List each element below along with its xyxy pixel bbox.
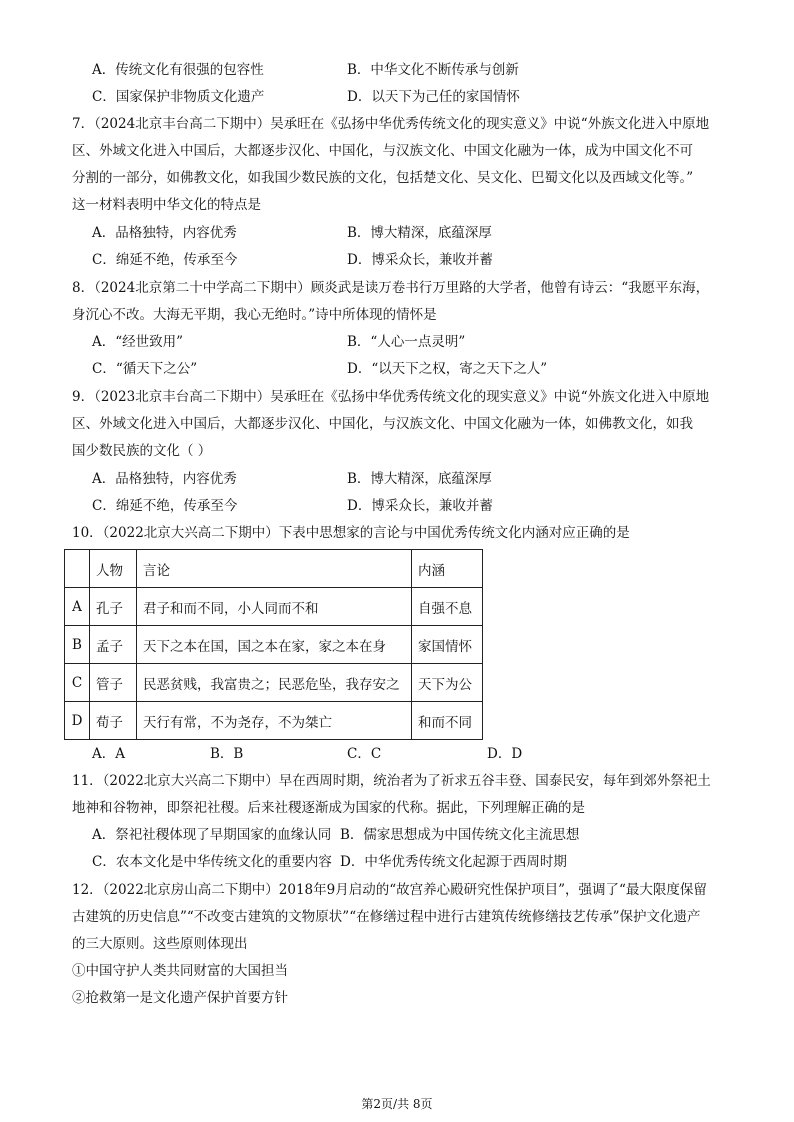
q9-option-a: A．品格独特，内容优秀 — [92, 471, 237, 487]
q8-stem-line: 8．（2024北京第二十中学高二下期中）顾炎武是读万卷书行万里路的大学者，他曾有诗云：“我愿平东海， — [72, 280, 710, 296]
q9-option-c: C．绵延不绝，传承至今 — [92, 498, 238, 514]
table-cell: 孔子 — [90, 588, 137, 626]
q12-stem-line: 的三大原则。这些原则体现出 — [72, 936, 248, 952]
q7-option-d: D．博采众长，兼收并蓄 — [347, 252, 493, 268]
q7-stem-line: 7．（2024北京丰台高二下期中）吴承旺在《弘扬中华优秀传统文化的现实意义》中说“外族文化进入中原地 — [72, 116, 710, 132]
table-cell: D — [65, 702, 90, 740]
q11-option-d: D．中华优秀传统文化起源于西周时期 — [340, 854, 567, 870]
q8-option-b: B．“人心一点灵明” — [347, 334, 466, 350]
q7-stem-line: 这一材料表明中华文化的特点是 — [72, 197, 261, 213]
table-cell: 家国情怀 — [412, 626, 483, 664]
q11-option-a: A．祭祀社稷体现了早期国家的血缘认同 — [92, 827, 332, 843]
q8-option-a: A．“经世致用” — [92, 334, 184, 350]
table-header-cell — [65, 550, 90, 588]
table-cell: 天行有常，不为尧存，不为桀亡 — [137, 702, 412, 740]
q7-option-b: B．博大精深，底蕴深厚 — [347, 225, 492, 241]
q12-stem-line: 12．（2022北京房山高二下期中）2018年9月启动的“故宫养心殿研究性保护项目”，强调了“最大限度保留 — [72, 882, 707, 898]
q10-option-c: C．C — [347, 746, 382, 762]
table-cell: 荀子 — [90, 702, 137, 740]
q10-table — [64, 549, 483, 740]
table-row — [65, 702, 483, 740]
table-cell: 和而不同 — [412, 702, 483, 740]
table-cell: 民恶贫贱，我富贵之；民恶危坠，我存安之 — [137, 664, 412, 702]
table-cell: A — [65, 588, 90, 626]
q12-statement-1: ①中国守护人类共同财富的大国担当 — [72, 963, 288, 979]
q11-option-b: B．儒家思想成为中国传统文化主流思想 — [340, 827, 580, 843]
q7-stem-line: 区、外域文化进入中国后，大都逐步汉化、中国化，与汉族文化、中国文化融为一体，成为中国文化不可 — [72, 143, 693, 159]
q6-option-b: B．中华文化不断传承与创新 — [347, 62, 519, 78]
q7-option-c: C．绵延不绝，传承至今 — [92, 252, 238, 268]
q9-option-b: B．博大精深，底蕴深厚 — [347, 471, 492, 487]
q10-option-a: A．A — [92, 746, 125, 762]
q6-option-d: D．以天下为己任的家国情怀 — [347, 89, 520, 105]
q8-option-d: D．“以天下之权，寄之天下之人” — [347, 361, 548, 377]
table-header-cell: 内涵 — [412, 550, 483, 588]
q7-option-a: A．品格独特，内容优秀 — [92, 225, 237, 241]
q11-stem-line: 地神和谷物神，即祭祀社稷。后来社稷逐渐成为国家的代称。据此，下列理解正确的是 — [72, 800, 585, 816]
q8-option-c: C．“循天下之公” — [92, 361, 198, 377]
q7-stem-line: 分割的一部分，如佛教文化，如我国少数民族的文化，包括楚文化、吴文化、巴蜀文化以及西域文化等。” — [72, 170, 694, 186]
table-cell: C — [65, 664, 90, 702]
table-header-cell: 人物 — [90, 550, 137, 588]
q9-option-d: D．博采众长，兼收并蓄 — [347, 498, 493, 514]
table-header-cell: 言论 — [137, 550, 412, 588]
table-cell: 孟子 — [90, 626, 137, 664]
table-cell: B — [65, 626, 90, 664]
q11-stem-line: 11．（2022北京大兴高二下期中）早在西周时期，统治者为了祈求五谷丰登、国泰民安，每年到郊外祭祀土 — [72, 773, 711, 789]
q9-stem-line: 区、外域文化进入中国后，大都逐步汉化、中国化，与汉族文化、中国文化融为一体，如佛教文化，如我 — [72, 416, 693, 432]
table-cell: 君子和而不同，小人同而不和 — [137, 588, 412, 626]
q9-stem-line: 9．（2023北京丰台高二下期中）吴承旺在《弘扬中华优秀传统文化的现实意义》中说“外族文化进入中原地 — [72, 389, 710, 405]
table-cell: 天下为公 — [412, 664, 483, 702]
q10-option-d: D．D — [487, 746, 523, 762]
table-cell: 自强不息 — [412, 588, 483, 626]
q6-option-a: A．传统文化有很强的包容性 — [92, 62, 264, 78]
table-row — [65, 664, 483, 702]
q12-stem-line: 古建筑的历史信息”“不改变古建筑的文物原状”“在修缮过程中进行古建筑传统修缮技艺传承”保护文化遗产 — [72, 909, 701, 925]
table-cell: 天下之本在国，国之本在家，家之本在身 — [137, 626, 412, 664]
q11-option-c: C．农本文化是中华传统文化的重要内容 — [92, 854, 332, 870]
q6-option-c: C．国家保护非物质文化遗产 — [92, 89, 265, 105]
q10-option-b: B．B — [210, 746, 244, 762]
q9-stem-line: 国少数民族的文化（ ） — [72, 443, 212, 459]
page-number: 第2页/共 8页 — [361, 1097, 433, 1111]
q10-stem: 10．（2022北京大兴高二下期中）下表中思想家的言论与中国优秀传统文化内涵对应正确的是 — [72, 525, 630, 541]
q12-statement-2: ②抢救第一是文化遗产保护首要方针 — [72, 990, 288, 1006]
table-header-row — [65, 550, 483, 588]
table-row — [65, 588, 483, 626]
table-cell: 管子 — [90, 664, 137, 702]
q8-stem-line: 身沉心不改。大海无平期，我心无绝时。”诗中所体现的情怀是 — [72, 307, 437, 323]
table-row — [65, 626, 483, 664]
